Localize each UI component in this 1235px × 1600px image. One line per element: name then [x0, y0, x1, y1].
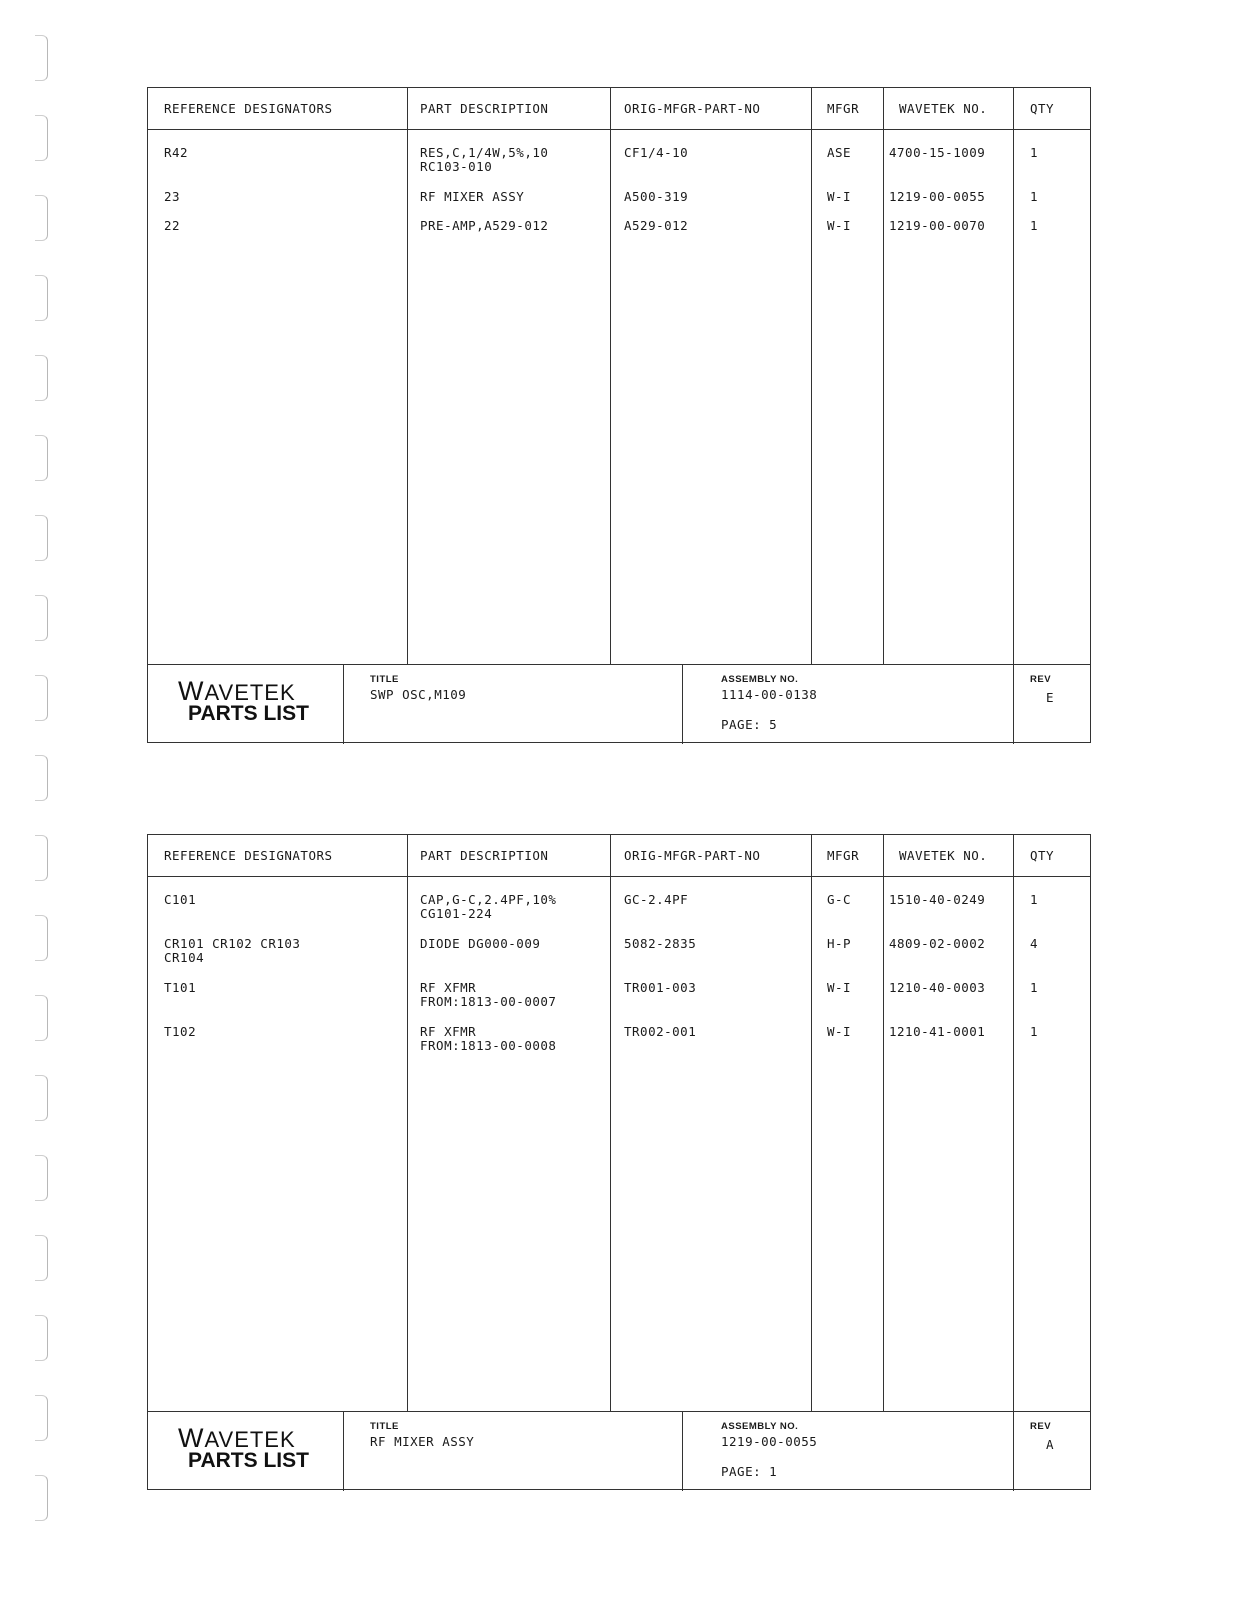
mfgr: W-I: [827, 1024, 852, 1039]
ref-designator: CR101 CR102 CR103 CR104: [164, 936, 301, 965]
orig-part-no: GC-2.4PF: [624, 892, 689, 907]
column-header-reference: REFERENCE DESIGNATORS: [164, 848, 333, 863]
qty: 1: [1030, 1024, 1039, 1039]
wavetek-no: 1210-41-0001: [889, 1024, 986, 1039]
binder-mark: [35, 915, 48, 961]
mfgr: G-C: [827, 892, 852, 907]
column-header-mfgr: MFGR: [827, 848, 860, 863]
assembly-number: 1219-00-0055: [721, 1434, 818, 1449]
binder-mark: [35, 1315, 48, 1361]
title-value: SWP OSC,M109: [370, 687, 467, 702]
qty: 1: [1030, 218, 1039, 233]
parts-list-label: PARTS LIST: [188, 702, 309, 725]
rev-label: REV: [1030, 1421, 1052, 1432]
page-number: PAGE: 5: [721, 717, 778, 732]
binder-mark: [35, 115, 48, 161]
wavetek-no: 1219-00-0070: [889, 218, 986, 233]
mfgr: H-P: [827, 936, 852, 951]
part-description: PRE-AMP,A529-012: [420, 218, 549, 233]
assembly-number: 1114-00-0138: [721, 687, 818, 702]
orig-part-no: A529-012: [624, 218, 689, 233]
binder-mark: [35, 995, 48, 1041]
rev-value: E: [1046, 690, 1055, 705]
column-header-qty: QTY: [1030, 848, 1055, 863]
binder-mark: [35, 595, 48, 641]
binder-mark: [35, 1395, 48, 1441]
column-header-mfgr: MFGR: [827, 101, 860, 116]
qty: 4: [1030, 936, 1039, 951]
binder-mark: [35, 1475, 48, 1521]
title-label: TITLE: [370, 1421, 399, 1432]
binder-mark: [35, 435, 48, 481]
part-description: RES,C,1/4W,5%,10 RC103-010: [420, 145, 549, 174]
binder-mark: [35, 1075, 48, 1121]
ref-designator: 22: [164, 218, 181, 233]
part-description: RF XFMR FROM:1813-00-0008: [420, 1024, 557, 1053]
wavetek-no: 1510-40-0249: [889, 892, 986, 907]
mfgr: W-I: [827, 980, 852, 995]
orig-part-no: 5082-2835: [624, 936, 697, 951]
title-block: WAVETEK PARTS LIST TITLE RF MIXER ASSY ASSEMBLY NO. 1219-00-0055 PAGE: 1 REV A: [148, 1411, 1090, 1491]
orig-part-no: CF1/4-10: [624, 145, 689, 160]
ref-designator: C101: [164, 892, 197, 907]
binder-mark: [35, 195, 48, 241]
part-description: DIODE DG000-009: [420, 936, 541, 951]
orig-part-no: A500-319: [624, 189, 689, 204]
assembly-label: ASSEMBLY NO.: [721, 674, 799, 685]
binder-mark: [35, 275, 48, 321]
binder-mark: [35, 355, 48, 401]
orig-part-no: TR002-001: [624, 1024, 697, 1039]
wavetek-no: 4809-02-0002: [889, 936, 986, 951]
rev-label: REV: [1030, 674, 1052, 685]
binder-mark: [35, 835, 48, 881]
assembly-label: ASSEMBLY NO.: [721, 1421, 799, 1432]
title-value: RF MIXER ASSY: [370, 1434, 475, 1449]
qty: 1: [1030, 980, 1039, 995]
mfgr: ASE: [827, 145, 852, 160]
part-description: RF XFMR FROM:1813-00-0007: [420, 980, 557, 1009]
wavetek-no: 4700-15-1009: [889, 145, 986, 160]
parts-list-sheet-1: [147, 87, 1091, 743]
wavetek-no: 1219-00-0055: [889, 189, 986, 204]
column-header-orig-part-no: ORIG-MFGR-PART-NO: [624, 848, 761, 863]
ref-designator: 23: [164, 189, 181, 204]
ref-designator: T102: [164, 1024, 197, 1039]
column-header-reference: REFERENCE DESIGNATORS: [164, 101, 333, 116]
binder-mark: [35, 1155, 48, 1201]
ref-designator: T101: [164, 980, 197, 995]
title-block: WAVETEK PARTS LIST TITLE SWP OSC,M109 ASSEMBLY NO. 1114-00-0138 PAGE: 5 REV E: [148, 664, 1090, 744]
title-label: TITLE: [370, 674, 399, 685]
column-header-wavetek-no: WAVETEK NO.: [899, 101, 988, 116]
part-description: CAP,G-C,2.4PF,10% CG101-224: [420, 892, 557, 921]
column-header-description: PART DESCRIPTION: [420, 101, 549, 116]
binder-mark: [35, 755, 48, 801]
parts-list-label: PARTS LIST: [188, 1449, 309, 1472]
qty: 1: [1030, 892, 1039, 907]
binder-mark: [35, 35, 48, 81]
binder-mark: [35, 675, 48, 721]
column-header-qty: QTY: [1030, 101, 1055, 116]
column-header-wavetek-no: WAVETEK NO.: [899, 848, 988, 863]
parts-list-sheet-2: [147, 834, 1091, 1490]
qty: 1: [1030, 189, 1039, 204]
column-header-description: PART DESCRIPTION: [420, 848, 549, 863]
ref-designator: R42: [164, 145, 189, 160]
binder-mark: [35, 515, 48, 561]
orig-part-no: TR001-003: [624, 980, 697, 995]
mfgr: W-I: [827, 218, 852, 233]
qty: 1: [1030, 145, 1039, 160]
part-description: RF MIXER ASSY: [420, 189, 525, 204]
column-header-orig-part-no: ORIG-MFGR-PART-NO: [624, 101, 761, 116]
wavetek-no: 1210-40-0003: [889, 980, 986, 995]
binder-mark: [35, 1235, 48, 1281]
page-number: PAGE: 1: [721, 1464, 778, 1479]
rev-value: A: [1046, 1437, 1055, 1452]
mfgr: W-I: [827, 189, 852, 204]
